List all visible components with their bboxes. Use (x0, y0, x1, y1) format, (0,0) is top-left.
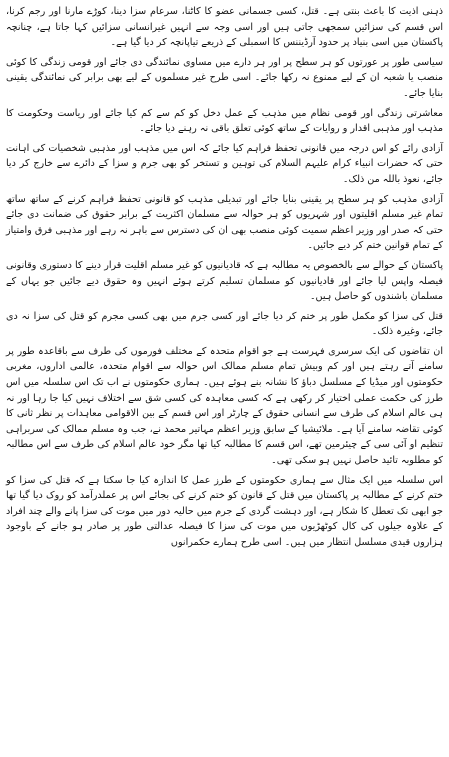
paragraph-1: ذہنی اذیت کا باعث بنتی ہے۔ قتل، کسی جسمانی عضو کا کاٹنا، سرعام سزا دینا، کوڑے مارنا اور رجم کرنا، اس قسم کی سزائیں سمجھی جاتی ہیں اور اسی وجہ سے انہیں غیرانسانی سزائیں کہا جاتا ہے، چنانچہ پاکستان میں اسی بنیاد پر حدود آرڈیننس کا اسمبلی کے ذریعے تیاپانچہ کر دیا گیا ہے۔ (6, 6, 443, 49)
paragraph-6: پاکستان کے حوالے سے بالخصوص یہ مطالبہ ہے کہ قادیانیوں کو غیر مسلم اقلیت قرار دینے کا دستوری وقانونی فیصلہ واپس لیا جائے اور قادیانیوں کو مسلمان تسلیم کرتے ہوئے انہیں وہ حقوق دیے جائیں جو یہاں کے مسلمان باشندوں کو حاصل ہیں۔ (6, 259, 443, 303)
paragraph-8: ان تقاضوں کی ایک سرسری فہرست ہے جو اقوام متحدہ کے مختلف فورموں کی طرف سے باقاعدہ طور پر سامنے آتے رہتے ہیں اور کم وبیش تمام مسلم ممالک اس حوالہ سے اقوام متحدہ، عالمی اداروں، مغربی حکومتوں اور میڈیا کے مسلسل دباؤ کا نشانہ بنے ہوئے ہیں۔ ہماری حکومتوں نے اب تک اس سلسلہ میں اس طرز کی حکمت عملی اختیار کر رکھی ہے کہ کسی معاہدہ کی کسی شق سے اختلاف نہیں کیا جا رہا اور نہ ہی عالم اسلام کی طرف سے انسانی حقوق کے چارٹر اور اس قسم کے بین الاقوامی معاہدات پر نظر ثانی کا کوئی تقاضہ سامنے آیا ہے۔ ملائیشیا کے سابق وزیر اعظم مہاتیر محمد نے، جب وہ مسلم ممالک کی سربراہی تنظیم او آئی سی کے چیئرمین تھے، اس قسم کا مطالبہ کیا تھا مگر خود عالم اسلام کی طرف سے اس مطالبہ کو مطلوبہ تائید حاصل نہیں ہو سکی تھی۔ (6, 345, 443, 467)
paragraph-9: اس سلسلہ میں ایک مثال سے ہماری حکومتوں کے طرز عمل کا اندازہ کیا جا سکتا ہے کہ قتل کی سزا کو ختم کرنے کے مطالبہ پر پاکستان میں قتل کے قانون کو ختم کرنے کی بجائے اس پر عملدرآمد کو روک دیا گیا تھا جو ابھی تک تعطل کا شکار ہے، اور دہشت گردی کے جرم میں حالیہ دور میں موت کی سزا پانے والے چند افراد کے علاوہ جیلوں کی کال کوٹھڑیوں میں موت کی سزا کا فیصلہ عدالتی طور پر صادر ہو جانے کے باوجود ہزاروں قیدی مسلسل انتظار میں ہیں۔ اسی طرح ہمارے حکمرانوں (6, 474, 443, 548)
paragraph-3: معاشرتی زندگی اور قومی نظام میں مذہب کے عمل دخل کو کم سے کم کیا جائے اور ریاست وحکومت کا مذہب اور مذہبی اقدار و روایات کے ساتھ کوئی تعلق باقی نہ رہنے دیا جائے۔ (6, 107, 443, 135)
paragraph-5: آزادی مذہب کو ہر سطح پر یقینی بنایا جائے اور تبدیلی مذہب کو قانونی تحفظ فراہم کرنے کے ساتھ ساتھ تمام غیر مسلم اقلیتوں اور شہریوں کو ہر حوالہ سے مسلمان اکثریت کے برابر حقوق کی ضمانت دی جائے حتی کہ صدر اور وزیر اعظم سمیت کوئی منصب بھی ان کی دسترس سے باہر نہ رہے اور مذہبی فرق وامتیاز کے تمام قوانین ختم کر دیے جائیں۔ (6, 193, 443, 252)
paragraph-7: قتل کی سزا کو مکمل طور پر ختم کر دیا جائے اور کسی جرم میں بھی کسی مجرم کو قتل کی سزا نہ دی جائے، وغیرہ ذلک۔ (6, 310, 443, 338)
paragraph-2: سیاسی طور پر عورتوں کو ہر سطح پر اور ہر دارے میں مساوی نمائندگی دی جائے اور قومی زندگی کا کوئی منصب یا شعبہ ان کے لیے ممنوع نہ رکھا جائے۔ اسی طرح غیر مسلموں کے لیے بھی برابر کی نمائندگی یقینی بنایا جائے۔ (6, 56, 443, 99)
paragraph-4: آزادی رائے کو اس درجہ میں قانونی تحفظ فراہم کیا جائے کہ اس میں مذہب اور مذہبی شخصیات کی اہانت حتی کہ حضرات انبیاء کرام علیہم السلام کی توہین و تستخر کو بھی جرم و سزا کے دائرے سے خارج کر دیا جائے، نعوذ باللہ من ذلک۔ (6, 142, 443, 185)
